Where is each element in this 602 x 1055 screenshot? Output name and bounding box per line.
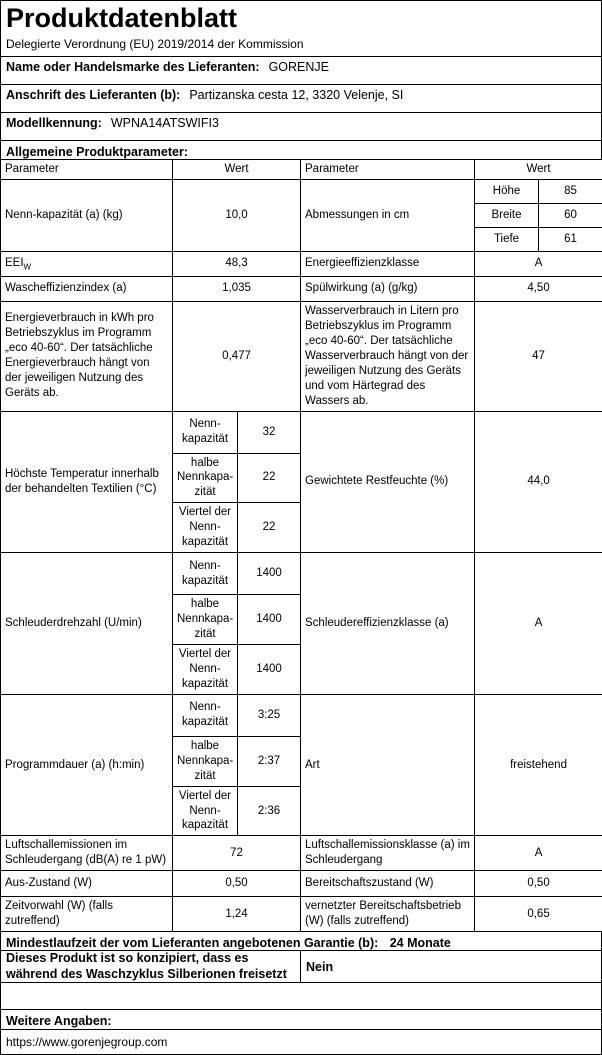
standby-label: Bereitschaftszustand (W) [301,871,475,897]
dimension-width-value: 60 [539,203,602,227]
regulation-subtitle: Delegierte Verordnung (EU) 2019/2014 der Kommission [6,37,596,51]
temperature-rated-value: 32 [238,411,301,453]
rinse-value: 4,50 [475,276,602,301]
guarantee-value: 24 Monate [390,936,451,950]
silver-ions-value: Nein [301,951,601,982]
model-label: Modellkennung: [6,116,102,130]
eei-value: 48,3 [173,251,301,276]
temperature-label: Höchste Temperatur innerhalb der behandelten Textilien (°C) [1,411,173,553]
moisture-value: 44,0 [475,411,602,553]
silver-ions-label: Dieses Produkt ist so konzipiert, dass es während des Waschzyklus Silberionen freisetzt [1,951,301,982]
spin-class-value: A [475,553,602,695]
type-value: freistehend [475,694,602,836]
networked-standby-label: vernetzter Bereitschaftsbetrieb (W) (falls zutreffend) [301,897,475,932]
capacity-label: Nenn-kapazität (a) (kg) [1,179,173,251]
off-mode-value: 0,50 [173,871,301,897]
title-block [0,0,602,57]
general-parameters-heading-row [0,140,602,160]
guarantee-label: Mindestlaufzeit der vom Lieferanten angebotenen Garantie (b): [6,936,378,950]
wash-index-label: Wascheffizienzindex (a) [1,276,173,301]
dimension-depth-value: 61 [539,227,602,251]
spin-quarter-value: 1400 [238,644,301,694]
duration-row [1,694,602,736]
duration-quarter-label: Viertel der Nenn-kapazität [173,786,238,836]
eei-label [1,251,173,276]
moisture-label: Gewichtete Restfeuchte (%) [301,411,475,553]
page-title: Produktdatenblatt [6,4,596,34]
spin-half-value: 1400 [238,595,301,645]
energy-class-label: Energieeffizienzklasse [301,251,475,276]
temperature-quarter-label: Viertel der Nenn-kapazität [173,503,238,553]
dimension-depth-label: Tiefe [475,227,539,251]
model-row [0,112,602,141]
temperature-quarter-value: 22 [238,503,301,553]
duration-half-value: 2:37 [238,736,301,786]
temperature-half-value: 22 [238,453,301,503]
energy-consumption-label: Energieverbrauch in kWh pro Betriebszyklus im Programm „eco 40-60“. Der tatsächliche Energieverbrauch hängt von der jeweiligen Nutzung des Geräts ab. [1,301,173,411]
dimension-height-value: 85 [539,179,602,203]
supplier-address-value: Partizanska cesta 12, 3320 Velenje, SI [189,88,403,102]
duration-label: Programmdauer (a) (h:min) [1,694,173,836]
spin-rated-label: Nenn-kapazität [173,553,238,595]
supplier-address-label: Anschrift des Lieferanten (b): [6,88,180,102]
eei-row [1,251,602,276]
table-header-row [1,160,602,180]
header-wert-left: Wert [173,160,301,180]
standby-value: 0,50 [475,871,602,897]
website-row [0,1029,602,1055]
duration-rated-value: 3:25 [238,694,301,736]
eei-label-text: EEI [5,257,24,269]
empty-row [0,982,602,1010]
header-wert-right: Wert [475,160,602,180]
noise-class-label: Luftschallemissionsklasse (a) im Schleudergang [301,836,475,871]
networked-standby-value: 0,65 [475,897,602,932]
silver-ions-row [0,950,602,983]
duration-half-label: halbe Nennkapa-zität [173,736,238,786]
capacity-dimensions-row [1,179,602,203]
spin-speed-label: Schleuderdrehzahl (U/min) [1,553,173,695]
eei-label-subscript: W [24,262,32,271]
delay-start-row [1,897,602,932]
noise-row [1,836,602,871]
noise-value: 72 [173,836,301,871]
water-consumption-label: Wasserverbrauch in Litern pro Betriebszyklus im Programm „eco 40-60“. Der tatsächliche Wasserverbrauch hängt von der jeweiligen Nutzung des Geräts und vom Härtegrad des Wassers ab. [301,301,475,411]
dimensions-label: Abmessungen in cm [301,179,475,251]
parameters-table [0,159,602,932]
noise-class-value: A [475,836,602,871]
spin-rated-value: 1400 [238,553,301,595]
spin-class-label: Schleudereffizienzklasse (a) [301,553,475,695]
temperature-row [1,411,602,453]
spin-speed-row [1,553,602,595]
temperature-half-label: halbe Nennkapa-zität [173,453,238,503]
dimension-width-label: Breite [475,203,539,227]
type-label: Art [301,694,475,836]
rinse-label: Spülwirkung (a) (g/kg) [301,276,475,301]
water-consumption-value: 47 [475,301,602,411]
energy-class-value: A [475,251,602,276]
spin-quarter-label: Viertel der Nenn-kapazität [173,644,238,694]
energy-water-row [1,301,602,411]
supplier-name-value: GORENJE [269,60,329,74]
supplier-address-row [0,84,602,113]
duration-quarter-value: 2:36 [238,786,301,836]
header-parameter-right: Parameter [301,160,475,180]
dimension-height-label: Höhe [475,179,539,203]
supplier-name-label: Name oder Handelsmarke des Lieferanten: [6,60,260,74]
header-parameter-left: Parameter [1,160,173,180]
spin-half-label: halbe Nennkapa-zität [173,595,238,645]
wash-index-row [1,276,602,301]
off-mode-row [1,871,602,897]
capacity-value: 10,0 [173,179,301,251]
website-link: https://www.gorenjegroup.com [6,1035,167,1049]
delay-start-value: 1,24 [173,897,301,932]
energy-consumption-value: 0,477 [173,301,301,411]
off-mode-label: Aus-Zustand (W) [1,871,173,897]
more-info-heading: Weitere Angaben: [6,1014,112,1028]
duration-rated-label: Nenn-kapazität [173,694,238,736]
model-value: WPNA14ATSWIFI3 [111,116,219,130]
noise-label: Luftschallemissionen im Schleudergang (dB(A) re 1 pW) [1,836,173,871]
wash-index-value: 1,035 [173,276,301,301]
guarantee-row [0,931,602,951]
more-info-heading-row [0,1009,602,1030]
temperature-rated-label: Nenn-kapazität [173,411,238,453]
supplier-name-row [0,56,602,85]
delay-start-label: Zeitvorwahl (W) (falls zutreffend) [1,897,173,932]
general-parameters-heading: Allgemeine Produktparameter: [6,145,188,159]
